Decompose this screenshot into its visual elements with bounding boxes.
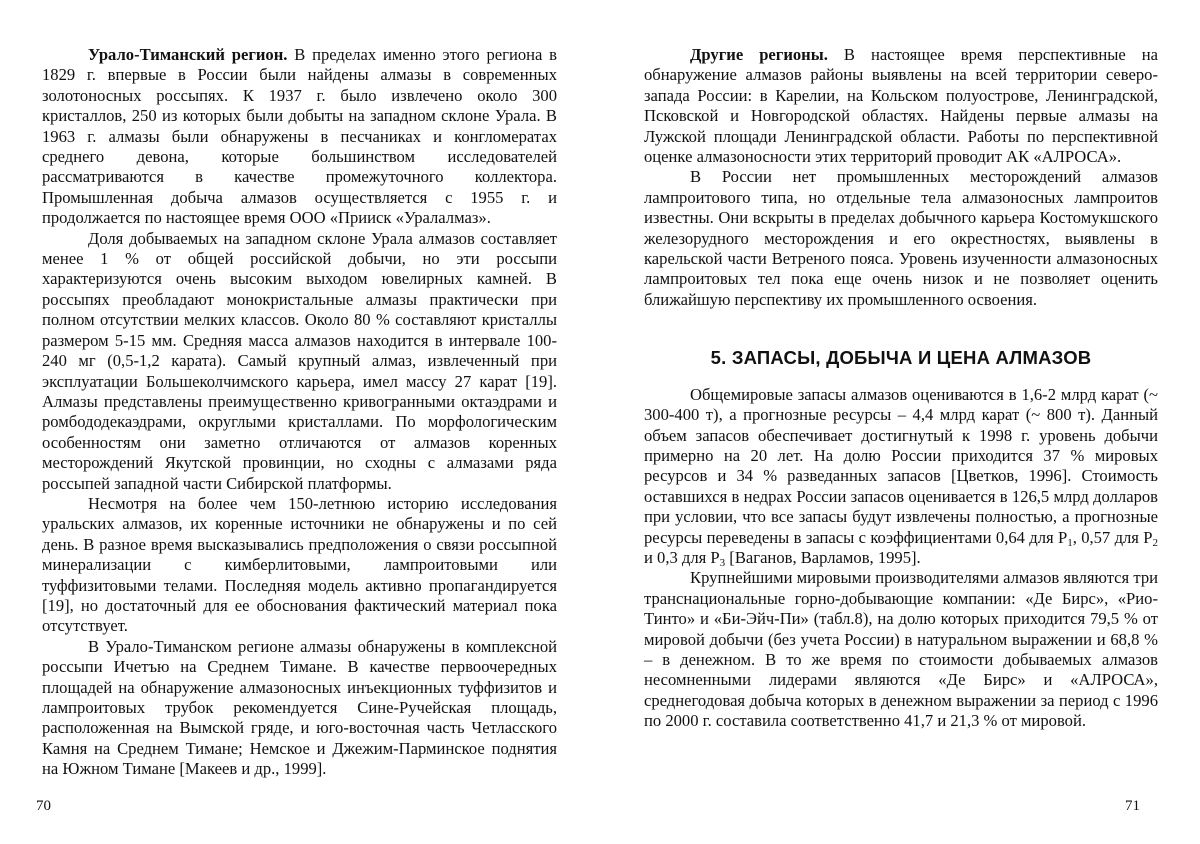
- book-spread: [0, 0, 1200, 844]
- paragraph-text: В настоящее время перспективные на обнаружение алмазов районы выявлены на всей территории северо-запада России: в Карелии, на Кольском полуострове, Ленинградской, Псковской и Новгородской областях. Найдены первые алмазы на Лужской площади Ленинградской области. Работы по перспективной оценке алмазоносности этих территорий проводит АК «АЛРОСА».: [644, 45, 1158, 166]
- paragraph-timan-areas: В Урало-Тиманском регионе алмазы обнаружены в комплексной россыпи Ичетъю на Среднем Тимане. В качестве первоочередных площадей на обнаружение алмазоносных инъекционных туффизитов и лампроитовых трубок рекомендуется Сине-Ручейская площадь, расположенная на Вымской гряде, и юго-восточная часть Четласского Камня на Среднем Тимане; Немское и Джежим-Парминское поднятия на Южном Тимане [Макеев и др., 1999].: [42, 637, 557, 780]
- subscript: 2: [1153, 537, 1159, 549]
- paragraph-reserves: [644, 385, 1158, 569]
- text-run: , 0,57 для P: [1073, 528, 1153, 547]
- right-page: [600, 0, 1200, 844]
- text-run: и 0,3 для P: [644, 548, 720, 567]
- text-run: Общемировые запасы алмазов оцениваются в 1,6-2 млрд карат (~ 300-400 т), а прогнозные ресурсы – 4,4 млрд карат (~ 800 т). Данный объем запасов обеспечивает достигнутый к 1998 г. уровень добычи примерно на 20 лет. На долю России приходится 37 % мировых ресурсов и 34 % разведанных запасов [Цветков, 1996]. Стоимость оставшихся в недрах России запасов оценивается в 126,5 млрд долларов при условии, что все запасы будут извлечены полностью, а прогнозные ресурсы переведены в запасы с коэффициентами 0,64 для P: [644, 385, 1158, 547]
- subscript: 1: [1067, 537, 1073, 549]
- paragraph-urals-timan-region: [42, 45, 557, 229]
- left-text-column: [42, 45, 557, 780]
- text-run: [Ваганов, Варламов, 1995].: [725, 548, 921, 567]
- paragraph-text: В пределах именно этого региона в 1829 г. впервые в России были найдены алмазы в современных золотоносных россыпях. К 1937 г. было извлечено около 300 кристаллов, 250 из которых были добыты на западном склоне Урала. В 1963 г. алмазы были обнаружены в песчаниках и конгломератах среднего девона, которые большинством исследователей рассматриваются в качестве промежуточного коллектора. Промышленная добыча алмазов осуществляется с 1955 г. и продолжается по настоящее время ООО «Прииск «Уралалмаз».: [42, 45, 557, 227]
- paragraph-lamproites: В России нет промышленных месторождений алмазов лампроитового типа, но отдельные тела алмазоносных лампроитов известны. Они вскрыты в пределах добычного карьера Костомукшского железорудного месторождения и его окрестностях, выявлены в карельской части Ветреного пояса. Уровень изученности алмазоносных лампроитовых тел пока еще очень низок и не позволяет оценить ближайшую перспективу их промышленного освоения.: [644, 167, 1158, 310]
- run-in-heading: Урало-Тиманский регион.: [88, 45, 287, 64]
- page-number-left: 70: [36, 798, 51, 815]
- right-text-column: [644, 45, 1158, 732]
- run-in-heading: Другие регионы.: [690, 45, 828, 64]
- paragraph-primary-sources: Несмотря на более чем 150-летнюю историю исследования уральских алмазов, их коренные источники не обнаружены и по сей день. В разное время высказывались предположения о связи россыпной минерализации с кимберлитовыми, лампроитовыми или туффизитовыми телами. Последняя модель активно пропагандируется [19], но достаточный для ее обоснования фактический материал пока отсутствует.: [42, 494, 557, 637]
- subscript: 3: [720, 557, 726, 569]
- paragraph-producers: Крупнейшими мировыми производителями алмазов являются три транснациональные горно-добывающие компании: «Де Бирс», «Рио-Тинто» и «Би-Эйч-Пи» (табл.8), на долю которых приходится 79,5 % от мировой добычи (без учета России) в натуральном выражении и 68,8 % – в денежном. В то же время по стоимости добываемых алмазов несомненными лидерами являются «Де Бирс» и «АЛРОСА», среднегодовая добыча которых в денежном выражении за период с 1996 по 2000 г. составила соответственно 41,7 и 21,3 % от мировой.: [644, 568, 1158, 731]
- section-heading: 5. ЗАПАСЫ, ДОБЫЧА И ЦЕНА АЛМАЗОВ: [644, 348, 1158, 368]
- left-page: [0, 0, 600, 844]
- paragraph-other-regions: [644, 45, 1158, 167]
- page-number-right: 71: [1125, 798, 1140, 815]
- paragraph-urals-share: Доля добываемых на западном склоне Урала алмазов составляет менее 1 % от общей российской добычи, но эти россыпи характеризуются очень высоким выходом ювелирных камней. В россыпях преобладают монокристальные алмазы практически при полном отсутствии мелких классов. Около 80 % составляют кристаллы размером 5-15 мм. Средняя масса алмазов находится в интервале 100-240 мг (0,5-1,2 карата). Самый крупный алмаз, извлеченный при эксплуатации Большеколчимского карьера, имел массу 27 карат [19]. Алмазы представлены преимущественно кривогранными октаэдрами и ромбододекаэдрами, округлыми кристаллами. По морфологическим особенностям они заметно отличаются от алмазов коренных месторождений Якутской провинции, но сходны с алмазами ряда россыпей западной части Сибирской платформы.: [42, 229, 557, 494]
